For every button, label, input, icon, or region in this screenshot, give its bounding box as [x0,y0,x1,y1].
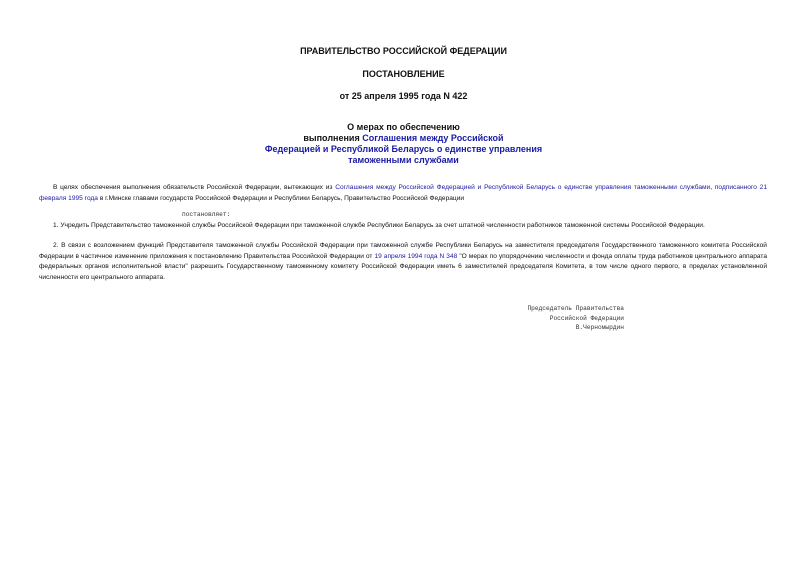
resolution-348-link[interactable]: 19 апреля 1994 года N 348 [374,252,458,260]
signed-date-link[interactable]: подписанного 21 февраля 1995 года [39,184,768,202]
intro-text-2: , [710,184,715,191]
title-agreement-link-cont[interactable]: Федерацией и Республикой Беларусь о единстве управления [264,144,543,154]
signature-line-1: Председатель Правительства [527,305,624,312]
document-kind: ПОСТАНОВЛЕНИЕ [362,69,445,79]
item-2-paragraph [39,241,767,283]
item-1-text: 1. Учредить Представительство таможенной службы Российской Федерации при таможенной службе Республики Беларусь за счет штатной численности работников таможенной системы Российской Федерации. [53,222,705,229]
signature-line-2: Российской Федерации [549,314,624,322]
postanovlyaet-label: постановляет: [182,211,231,218]
document-title [0,122,807,166]
agreement-link[interactable]: Соглашения между Российской Федерацией и Республикой Беларусь о единстве управления таможенными службами [335,184,711,191]
signature-block [527,304,624,333]
title-prefix: выполнения [303,133,363,143]
item-2-text-2: "О мерах по упорядочению численности и фонда оплаты труда работников центрального аппарата федеральных органов исполнительной власти" разрешить Государственному таможенному комитету Российской Федерации иметь 6 заместителей председателя Комитета, в том числе одного первого, в пределах установленной численности его центрального аппарата. [39,252,767,281]
title-line-1: О мерах по обеспечению [347,122,460,132]
title-agreement-link-end[interactable]: таможенными службами [348,155,459,165]
document-date: от 25 апреля 1995 года N 422 [339,91,468,101]
title-agreement-link[interactable]: Соглашения между Российской [362,133,504,143]
signature-line-3: В.Черномырдин [575,324,624,331]
title-line-2 [0,133,807,144]
item-2-text-1: 2. В связи с возложением функций Представителя таможенной службы Российской Федерации при таможенной службе Республики Беларусь на заместителя председателя Государственного таможенного комитета Российской Федерации в частичное изменение приложения к постановлению Правительства Российской Федерации от [39,242,767,260]
intro-paragraph [39,183,767,204]
government-heading: ПРАВИТЕЛЬСТВО РОССИЙСКОЙ ФЕДЕРАЦИИ [300,46,507,56]
intro-text-3: в г.Минске главами государств Российской Федерации и Республики Беларусь, Правительство Российской Федерации [97,194,465,202]
item-1-paragraph [39,221,767,232]
intro-text-1: В целях обеспечения выполнения обязательств Российской Федерации, вытекающих из [53,184,336,191]
